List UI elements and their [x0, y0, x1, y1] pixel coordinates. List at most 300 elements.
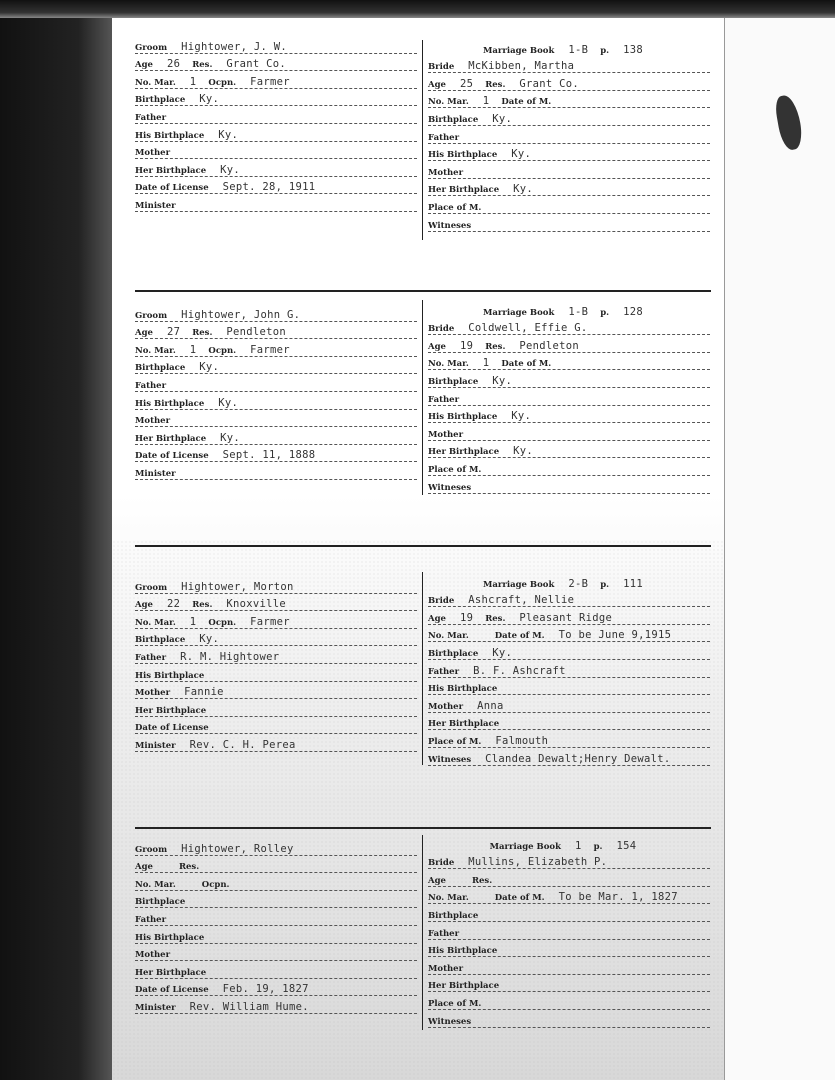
- bride-field-row: [428, 126, 710, 144]
- field: [135, 432, 252, 444]
- field-value: Farmer: [250, 75, 290, 88]
- field: [428, 929, 485, 939]
- field-value: B. F. Ashcraft: [473, 664, 566, 677]
- groom-field-row: [135, 462, 417, 480]
- field-label: Groom: [135, 844, 168, 855]
- field: [135, 651, 291, 663]
- field-label: Her Birthplace: [135, 705, 207, 716]
- column-divider: [422, 835, 423, 1030]
- groom-field-row: [135, 734, 417, 752]
- field-label: Date of License: [135, 723, 209, 734]
- field: [485, 612, 624, 624]
- field-label: Age: [135, 328, 153, 339]
- field: [485, 340, 591, 352]
- field-label: Mother: [428, 167, 464, 178]
- field-label: His Birthplace: [428, 412, 498, 423]
- field: [428, 684, 523, 694]
- groom-field-row: [135, 357, 417, 375]
- field-label: Father: [135, 380, 167, 391]
- field-label: Marriage Book: [489, 841, 561, 852]
- field: [428, 911, 504, 921]
- bride-field-row: [428, 834, 710, 852]
- field: [428, 133, 485, 143]
- field: [135, 671, 230, 681]
- bride-field-row: [428, 406, 710, 424]
- bride-field-row: [428, 730, 710, 748]
- bride-field-row: [428, 695, 710, 713]
- bride-column: [428, 834, 710, 1028]
- groom-field-row: [135, 717, 417, 735]
- field-value: 154: [616, 839, 637, 852]
- field-label: Her Birthplace: [428, 719, 500, 730]
- field-label: His Birthplace: [428, 150, 498, 161]
- bride-field-row: [428, 852, 710, 870]
- field: [135, 633, 231, 645]
- bride-field-row: [428, 748, 710, 766]
- field-value: Farmer: [250, 343, 290, 356]
- bride-field-row: [428, 904, 710, 922]
- field-label: His Birthplace: [135, 130, 205, 141]
- field: [428, 612, 485, 624]
- field-label: p.: [593, 841, 603, 852]
- field: [428, 981, 525, 991]
- field: [501, 97, 577, 107]
- groom-column: [135, 576, 417, 752]
- field-label: Father: [428, 666, 460, 677]
- field-label: Groom: [135, 310, 168, 321]
- groom-field-row: [135, 926, 417, 944]
- groom-field-row: [135, 374, 417, 392]
- bride-field-row: [428, 423, 710, 441]
- field-value: Ashcraft, Nellie: [468, 594, 575, 607]
- field-label: No. Mar.: [428, 631, 469, 642]
- bride-field-row: [428, 940, 710, 958]
- groom-field-row: [135, 159, 417, 177]
- field: [428, 465, 507, 475]
- field-label: Mother: [135, 688, 171, 699]
- field: [600, 578, 655, 590]
- field: [428, 856, 619, 868]
- field: [483, 306, 600, 318]
- bride-column: [428, 572, 710, 766]
- field: [135, 686, 236, 698]
- field: [135, 326, 192, 338]
- field-label: Minister: [135, 200, 176, 211]
- field-label: Birthplace: [428, 648, 479, 659]
- groom-field-row: [135, 594, 417, 612]
- scan-border-left: [0, 0, 112, 1080]
- column-divider: [422, 40, 423, 240]
- groom-field-row: [135, 664, 417, 682]
- field: [490, 840, 594, 852]
- field-label: Ocpn.: [201, 879, 230, 890]
- field: [135, 148, 196, 158]
- field-label: Birthplace: [428, 376, 479, 387]
- field-value: Ky.: [492, 112, 513, 125]
- field-value: Ky.: [220, 431, 241, 444]
- field-label: Minister: [135, 468, 176, 479]
- field: [428, 964, 489, 974]
- field-label: Date of M.: [494, 893, 545, 904]
- groom-field-row: [135, 124, 417, 142]
- field: [428, 665, 578, 677]
- bride-field-row: [428, 992, 710, 1010]
- field-label: Her Birthplace: [135, 967, 207, 978]
- field-label: No. Mar.: [135, 345, 176, 356]
- field: [135, 129, 250, 141]
- field-label: p.: [600, 579, 610, 590]
- groom-field-row: [135, 177, 417, 195]
- scan-border-top: [0, 0, 835, 18]
- field: [428, 340, 485, 352]
- field: [428, 753, 683, 765]
- record-separator: [135, 827, 711, 829]
- field-label: Ocpn.: [208, 617, 237, 628]
- field: [135, 968, 232, 978]
- bride-field-row: [428, 642, 710, 660]
- field-value: Hightower, Morton: [181, 580, 294, 593]
- groom-field-row: [135, 961, 417, 979]
- field-label: Ocpn.: [208, 345, 237, 356]
- field-label: Her Birthplace: [428, 447, 500, 458]
- groom-field-row: [135, 54, 417, 72]
- field-value: To be Mar. 1, 1827: [558, 891, 678, 904]
- bride-field-row: [428, 713, 710, 731]
- bride-column: [428, 38, 710, 232]
- field: [428, 410, 543, 422]
- field-value: Coldwell, Effie G.: [468, 322, 588, 335]
- bride-field-row: [428, 957, 710, 975]
- groom-field-row: [135, 646, 417, 664]
- field: [428, 95, 501, 107]
- bride-field-row: [428, 476, 710, 494]
- field-value: 1: [189, 343, 197, 356]
- field: [483, 578, 600, 590]
- field: [202, 880, 256, 890]
- bride-field-row: [428, 607, 710, 625]
- field: [135, 897, 211, 907]
- groom-field-row: [135, 445, 417, 463]
- field-value: To be June 9,1915: [558, 629, 672, 642]
- field-value: Sept. 11, 1888: [222, 449, 316, 462]
- bride-field-row: [428, 625, 710, 643]
- field-label: Res.: [192, 328, 213, 339]
- field: [594, 840, 649, 852]
- field: [485, 78, 591, 90]
- groom-field-row: [135, 873, 417, 891]
- groom-field-row: [135, 427, 417, 445]
- field-value: 19: [459, 611, 474, 624]
- field-value: Farmer: [250, 615, 290, 628]
- field: [428, 893, 495, 903]
- field-label: Witneses: [428, 220, 472, 231]
- field: [428, 203, 507, 213]
- groom-field-row: [135, 322, 417, 340]
- field-label: Date of M.: [501, 97, 552, 108]
- field: [428, 113, 524, 125]
- field-value: Ky.: [492, 646, 513, 659]
- field: [135, 181, 327, 193]
- field-value: Grant Co.: [226, 58, 287, 71]
- bride-field-row: [428, 590, 710, 608]
- groom-field-row: [135, 838, 417, 856]
- groom-field-row: [135, 979, 417, 997]
- field: [428, 375, 524, 387]
- field: [600, 306, 655, 318]
- field: [135, 381, 192, 391]
- field-value: 1: [189, 615, 197, 628]
- field-label: Bride: [428, 596, 455, 607]
- bride-field-row: [428, 318, 710, 336]
- bride-field-row: [428, 922, 710, 940]
- groom-column: [135, 304, 417, 480]
- field: [428, 594, 586, 606]
- groom-field-row: [135, 89, 417, 107]
- bride-field-row: [428, 678, 710, 696]
- field-label: Marriage Book: [483, 307, 555, 318]
- field-label: Birthplace: [135, 363, 186, 374]
- bride-field-row: [428, 91, 710, 109]
- field-label: Bride: [428, 324, 455, 335]
- field-label: Father: [135, 914, 167, 925]
- field: [135, 915, 192, 925]
- field: [208, 344, 301, 356]
- field-label: No. Mar.: [135, 617, 176, 628]
- field-label: Mother: [428, 429, 464, 440]
- bride-field-row: [428, 660, 710, 678]
- field-label: Father: [428, 132, 460, 143]
- field-value: Feb. 19, 1827: [222, 983, 309, 996]
- bride-field-row: [428, 869, 710, 887]
- field-value: 1: [189, 75, 197, 88]
- field: [135, 41, 299, 53]
- groom-field-row: [135, 194, 417, 212]
- field: [428, 445, 545, 457]
- field-value: Mullins, Elizabeth P.: [468, 856, 608, 869]
- field-label: Her Birthplace: [428, 981, 500, 992]
- field: [208, 76, 301, 88]
- field-label: Marriage Book: [483, 45, 555, 56]
- field-value: Clandea Dewalt;Henry Dewalt.: [485, 752, 671, 765]
- field: [428, 183, 545, 195]
- groom-field-row: [135, 908, 417, 926]
- groom-field-row: [135, 611, 417, 629]
- field: [135, 706, 232, 716]
- field: [135, 416, 196, 426]
- field-value: Falmouth: [495, 734, 549, 747]
- field-value: Hightower, J. W.: [181, 40, 288, 53]
- groom-field-row: [135, 304, 417, 322]
- field-value: Rev. C. H. Perea: [189, 738, 296, 751]
- field: [600, 44, 655, 56]
- field: [192, 326, 298, 338]
- field-value: Ky.: [513, 445, 534, 458]
- field-value: Ky.: [218, 128, 239, 141]
- field-label: Age: [135, 600, 153, 611]
- field-value: Anna: [477, 699, 504, 712]
- bride-field-row: [428, 353, 710, 371]
- groom-column: [135, 36, 417, 212]
- field-value: 25: [459, 77, 474, 90]
- field: [428, 999, 507, 1009]
- bride-field-row: [428, 56, 710, 74]
- field-label: Res.: [485, 79, 506, 90]
- field-value: Sept. 28, 1911: [222, 181, 316, 194]
- field-label: Ocpn.: [208, 77, 237, 88]
- field: [135, 862, 179, 872]
- groom-field-row: [135, 944, 417, 962]
- bride-field-row: [428, 196, 710, 214]
- field-label: Birthplace: [135, 635, 186, 646]
- bride-field-row: [428, 335, 710, 353]
- field: [135, 58, 192, 70]
- field-value: Ky.: [218, 396, 239, 409]
- field: [179, 862, 225, 872]
- field-label: Mother: [428, 701, 464, 712]
- field-label: Age: [428, 875, 446, 886]
- field-label: Age: [428, 79, 446, 90]
- field-value: Ky.: [199, 93, 220, 106]
- field-label: No. Mar.: [428, 359, 469, 370]
- bride-field-row: [428, 300, 710, 318]
- field-value: 27: [166, 326, 181, 339]
- field: [428, 357, 501, 369]
- field: [428, 647, 524, 659]
- field-label: Date of License: [135, 451, 209, 462]
- field: [135, 616, 208, 628]
- field: [135, 449, 327, 461]
- field-value: Ky.: [220, 163, 241, 176]
- field: [135, 1001, 321, 1013]
- field: [135, 361, 231, 373]
- bride-field-row: [428, 161, 710, 179]
- field: [428, 876, 472, 886]
- field-value: McKibben, Martha: [468, 60, 575, 73]
- field-value: 22: [166, 598, 181, 611]
- groom-field-row: [135, 410, 417, 428]
- groom-field-row: [135, 36, 417, 54]
- field-value: Pendleton: [519, 339, 580, 352]
- field: [135, 723, 235, 733]
- field-label: Age: [135, 862, 153, 873]
- bride-field-row: [428, 441, 710, 459]
- field-label: Groom: [135, 582, 168, 593]
- field-value: Hightower, Rolley: [181, 842, 294, 855]
- field: [428, 946, 523, 956]
- field-value: 1: [482, 95, 490, 108]
- field-value: Ky.: [511, 148, 532, 161]
- field-label: Her Birthplace: [135, 433, 207, 444]
- bride-field-row: [428, 975, 710, 993]
- field: [192, 58, 298, 70]
- field: [428, 631, 495, 641]
- field-label: Date of M.: [494, 631, 545, 642]
- bride-field-row: [428, 144, 710, 162]
- field: [135, 843, 306, 855]
- groom-field-row: [135, 142, 417, 160]
- field-value: Pendleton: [226, 326, 287, 339]
- field: [135, 397, 250, 409]
- field-value: Grant Co.: [519, 77, 580, 90]
- field: [428, 430, 489, 440]
- field-label: Father: [135, 652, 167, 663]
- field: [135, 469, 202, 479]
- field-value: 2-B: [568, 577, 589, 590]
- field-value: Rev. William Hume.: [189, 1000, 309, 1013]
- bride-field-row: [428, 1010, 710, 1028]
- field: [501, 359, 577, 369]
- field: [428, 735, 560, 747]
- field-label: p.: [600, 307, 610, 318]
- adjacent-page-margin: [724, 18, 835, 1080]
- field-value: Knoxville: [226, 598, 287, 611]
- groom-field-row: [135, 392, 417, 410]
- field: [208, 616, 301, 628]
- field-label: Res.: [192, 600, 213, 611]
- field-value: Ky.: [513, 183, 534, 196]
- field-value: Ky.: [511, 410, 532, 423]
- bride-field-row: [428, 887, 710, 905]
- bride-field-row: [428, 572, 710, 590]
- field-label: Res.: [178, 862, 200, 873]
- field-value: 1-B: [568, 43, 589, 56]
- field: [135, 739, 308, 751]
- bride-field-row: [428, 370, 710, 388]
- field-label: No. Mar.: [428, 97, 469, 108]
- field-label: Place of M.: [428, 998, 482, 1009]
- field-label: His Birthplace: [135, 398, 205, 409]
- column-divider: [422, 572, 423, 765]
- groom-field-row: [135, 891, 417, 909]
- groom-field-row: [135, 339, 417, 357]
- field-label: Father: [428, 394, 460, 405]
- field-value: 128: [623, 305, 643, 318]
- field-label: Father: [428, 928, 460, 939]
- field: [135, 164, 252, 176]
- field-label: Birthplace: [428, 910, 479, 921]
- field-label: Place of M.: [428, 202, 482, 213]
- field-value: Ky.: [199, 361, 220, 374]
- field: [192, 598, 298, 610]
- field-label: Date of M.: [501, 359, 552, 370]
- field-label: Mother: [428, 963, 464, 974]
- field-label: Witneses: [428, 482, 472, 493]
- groom-field-row: [135, 996, 417, 1014]
- groom-field-row: [135, 576, 417, 594]
- field: [428, 221, 497, 231]
- field-label: Age: [135, 60, 153, 71]
- field-label: Mother: [135, 148, 171, 159]
- field-label: Minister: [135, 1002, 176, 1013]
- field-label: No. Mar.: [135, 879, 176, 890]
- field-label: Res.: [485, 613, 506, 624]
- bride-field-row: [428, 179, 710, 197]
- field-label: Mother: [135, 416, 171, 427]
- field-value: Hightower, John G.: [181, 308, 301, 321]
- field: [135, 201, 202, 211]
- groom-field-row: [135, 682, 417, 700]
- field-value: 19: [459, 339, 474, 352]
- field-value: Fannie: [184, 686, 224, 699]
- field-label: Bride: [428, 62, 455, 73]
- groom-column: [135, 838, 417, 1014]
- field: [135, 581, 306, 593]
- bride-field-row: [428, 38, 710, 56]
- record-separator: [135, 290, 711, 292]
- field: [495, 891, 690, 903]
- field: [135, 933, 230, 943]
- bride-field-row: [428, 458, 710, 476]
